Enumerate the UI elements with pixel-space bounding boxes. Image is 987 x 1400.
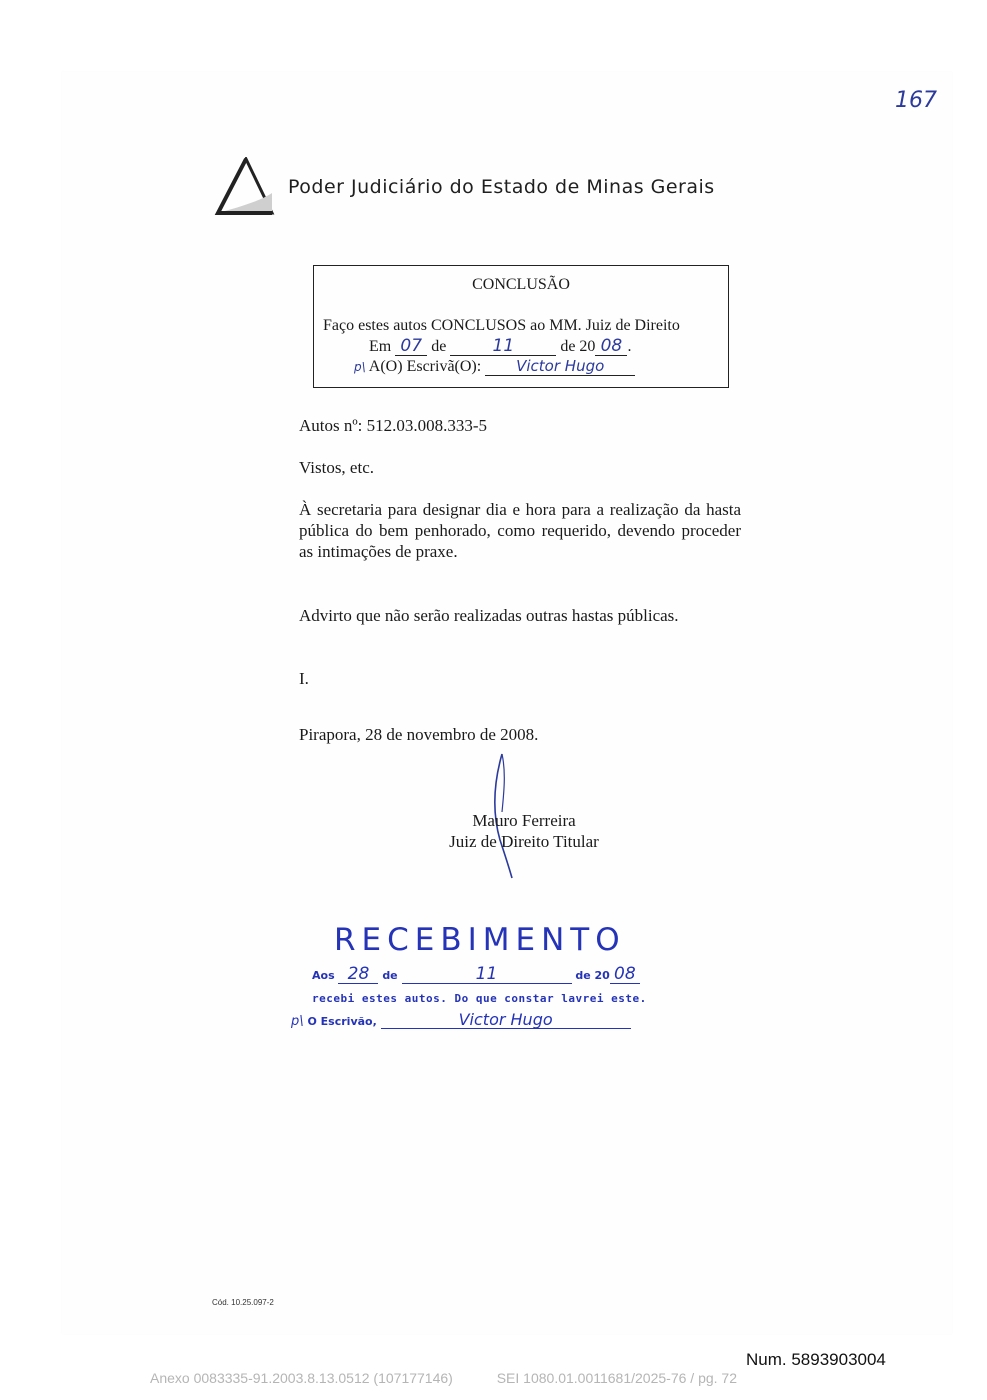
court-logo-icon — [212, 157, 278, 219]
court-name: Poder Judiciário do Estado de Minas Gerais — [288, 176, 715, 198]
conclusao-date-row — [369, 338, 631, 356]
judge-name: Mauro Ferreira — [472, 811, 576, 830]
page-number: 167 — [895, 88, 937, 113]
de-label: de — [431, 338, 447, 355]
year-blank — [595, 338, 627, 356]
day-blank — [395, 338, 427, 356]
month-blank — [450, 338, 556, 356]
stamp-scribe-signature: Victor Hugo — [458, 1010, 553, 1029]
stamp-de-label: de — [382, 969, 398, 982]
order-paragraph-2: Advirto que não serão realizadas outras hastas públicas. — [299, 606, 679, 625]
stamp-title: RECEBIMENTO — [334, 922, 626, 958]
stamp-date-row — [312, 964, 640, 984]
footer-sei: SEI 1080.01.0011681/2025-76 / pg. 72 — [496, 1370, 737, 1386]
form-code: Cód. 10.25.097-2 — [212, 1298, 274, 1307]
stamp-month-blank — [402, 964, 572, 984]
conclusao-box — [313, 265, 729, 388]
stamp-year: 08 — [614, 964, 636, 984]
place-date: Pirapora, 28 de novembro de 2008. — [299, 725, 539, 744]
document-page — [62, 72, 952, 1334]
conclusao-title: CONCLUSÃO — [472, 276, 570, 293]
footer — [150, 1370, 737, 1386]
year-value: 08 — [600, 336, 623, 356]
scribe-signature: Victor Hugo — [516, 357, 605, 375]
period: . — [627, 338, 632, 355]
receipt-stamp — [283, 920, 683, 1050]
stamp-day-blank — [338, 964, 378, 984]
stamp-month: 11 — [475, 964, 498, 984]
footer-annex: Anexo 0083335-91.2003.8.13.0512 (107177146) — [150, 1370, 453, 1386]
scribe-label: A(O) Escrivã(O): — [368, 358, 482, 375]
stamp-day: 28 — [347, 964, 370, 984]
stamp-aos-label: Aos — [312, 969, 335, 982]
document-number: Num. 5893903004 — [746, 1350, 886, 1369]
stamp-scribe-row — [291, 1010, 631, 1029]
stamp-scribe-label: O Escrivão, — [307, 1015, 377, 1028]
year-label: de 20 — [560, 338, 596, 355]
case-number: Autos nº: 512.03.008.333-5 — [299, 416, 488, 435]
conclusao-scribe-row — [354, 358, 635, 376]
scribe-signature-line — [485, 358, 635, 376]
vistos-text: Vistos, etc. — [299, 458, 374, 477]
judge-title: Juiz de Direito Titular — [449, 832, 599, 851]
stamp-year-blank — [610, 964, 640, 984]
signature-block — [424, 810, 624, 852]
stamp-scribe-prefix: p\ — [291, 1014, 304, 1029]
stamp-year-label: de 20 — [575, 969, 610, 982]
em-label: Em — [369, 338, 392, 355]
order-paragraph-1: À secretaria para designar dia e hora para a realização da hasta pública do bem penhorado, como requerido, devendo proceder as intimações de praxe. — [299, 500, 741, 561]
month-value: 11 — [492, 336, 515, 356]
conclusao-statement: Faço estes autos CONCLUSOS ao MM. Juiz de Direito — [323, 317, 680, 334]
initial-mark: I. — [299, 669, 309, 688]
stamp-signature-line — [381, 1010, 631, 1029]
day-value: 07 — [400, 336, 423, 356]
scribe-prefix: p\ — [354, 360, 366, 374]
stamp-received-text: recebi estes autos. Do que constar lavrei este. — [312, 992, 647, 1005]
